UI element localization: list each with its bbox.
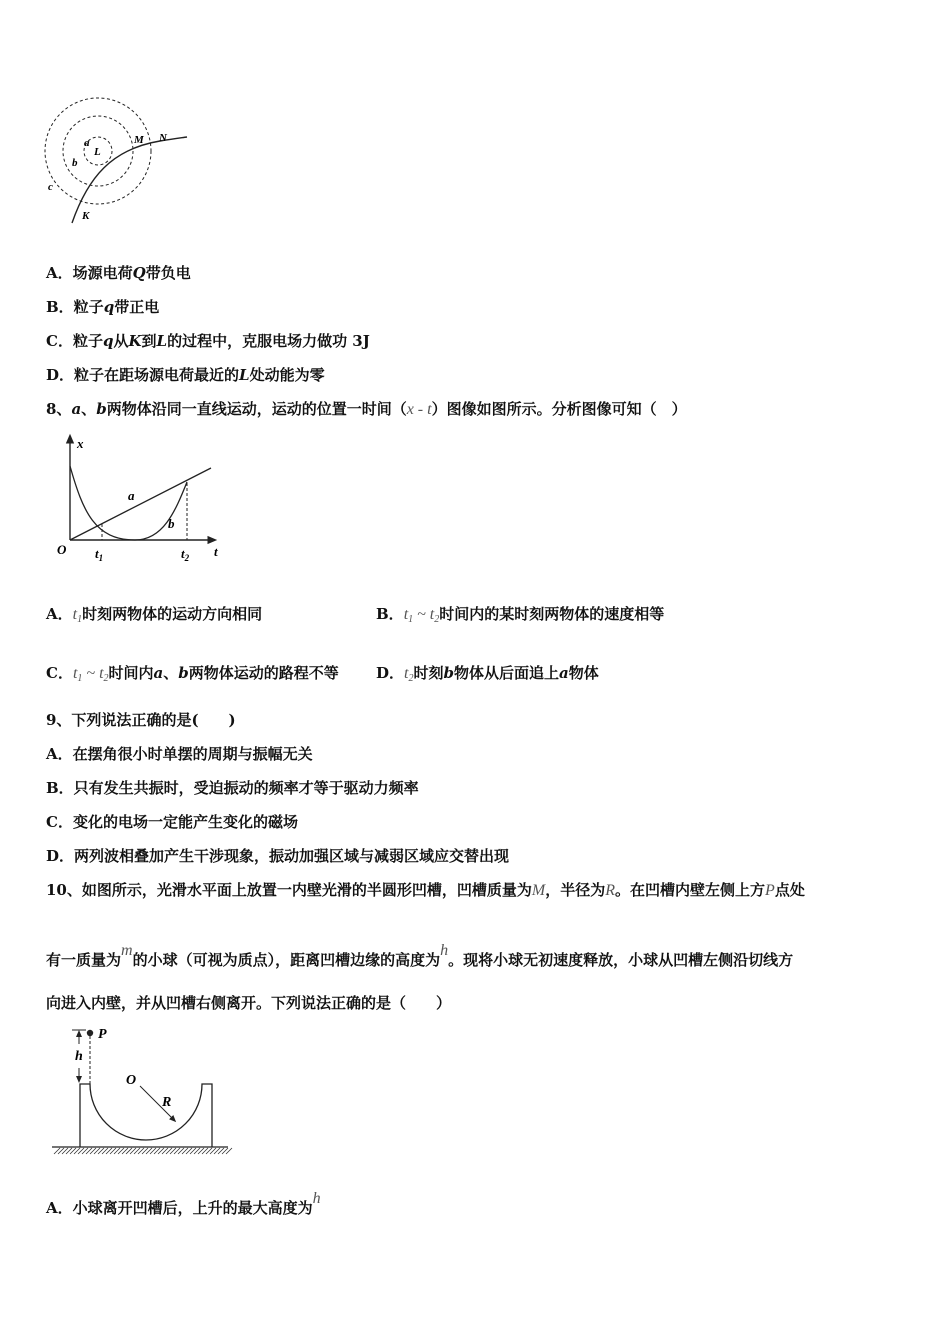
q10-option-a: A．小球离开凹槽后，上升的最大高度为h (46, 1190, 321, 1217)
P-label: P (98, 1027, 107, 1042)
q7-option-a: A．场源电荷Q带负电 (46, 264, 191, 282)
label-a: a (84, 137, 90, 149)
groove-outline (80, 1084, 212, 1147)
line-a (70, 468, 211, 540)
label-b: b (72, 157, 78, 169)
q7-option-d: D．粒子在距场源电荷最近的L处动能为零 (46, 366, 325, 384)
x-axis-label: x (77, 436, 84, 451)
q9-stem: 9、下列说法正确的是( ) (46, 711, 236, 729)
q7-option-b: B．粒子q带正电 (46, 298, 160, 316)
q10-stem-line3: 向进入内壁，并从凹槽右侧离开。下列说法正确的是（ ） (46, 994, 452, 1012)
R-label: R (162, 1095, 172, 1110)
q9-option-d: D．两列波相叠加产生干涉现象，振动加强区域与减弱区域应交替出现 (46, 847, 510, 865)
groove-diagram (50, 1022, 235, 1162)
label-M: M (134, 134, 144, 146)
field-diagram (40, 95, 200, 230)
q8-option-a: A．$t_1$时刻两物体的运动方向相同 (46, 605, 263, 625)
q8-option-c: C．$t_1$ ~ $t_2$时间内a、b两物体运动的路程不等 (46, 664, 339, 684)
q8-option-d: D．$t_2$时刻b物体从后面追上a物体 (376, 664, 599, 684)
ground-hatching (54, 1148, 232, 1154)
q9-option-a: A．在摆角很小时单摆的周期与振幅无关 (46, 745, 313, 763)
t2-tick-label: $t_2$ (181, 546, 190, 563)
ball-P (87, 1030, 93, 1036)
label-N: N (159, 132, 167, 144)
line-a-label: a (128, 488, 135, 503)
label-c: c (48, 181, 53, 193)
q9-option-b: B．只有发生共振时，受迫振动的频率才等于驱动力频率 (46, 779, 419, 797)
q8-stem: 8、a、b两物体沿同一直线运动，运动的位置一时间（x - t）图像如图所示。分析图像可知（ ） (46, 400, 687, 418)
h-label: h (75, 1049, 83, 1064)
q10-stem-line1: 10、如图所示，光滑水平面上放置一内壁光滑的半圆形凹槽，凹槽质量为M，半径为R。在凹槽内壁左侧上方P点处 (46, 881, 805, 899)
t-axis-label: t (214, 544, 218, 559)
q9-option-c: C．变化的电场一定能产生变化的磁场 (46, 813, 298, 831)
q8-option-b: B．$t_1$ ~ $t_2$时间内的某时刻两物体的速度相等 (376, 605, 665, 625)
q7-option-c: C．粒子q从K到L的过程中，克服电场力做功 3J (46, 332, 370, 350)
O-label: O (126, 1073, 137, 1088)
label-K: K (82, 210, 90, 222)
curve-b-label: b (168, 516, 175, 531)
q10-stem-line2: 有一质量为m的小球（可视为质点），距离凹槽边缘的高度为h。现将小球无初速度释放，小球从凹槽左侧沿切线方 (46, 942, 794, 969)
origin-label: O (57, 542, 67, 557)
xt-graph (55, 432, 235, 567)
label-L: L (94, 146, 101, 158)
t1-tick-label: $t_1$ (95, 546, 104, 563)
